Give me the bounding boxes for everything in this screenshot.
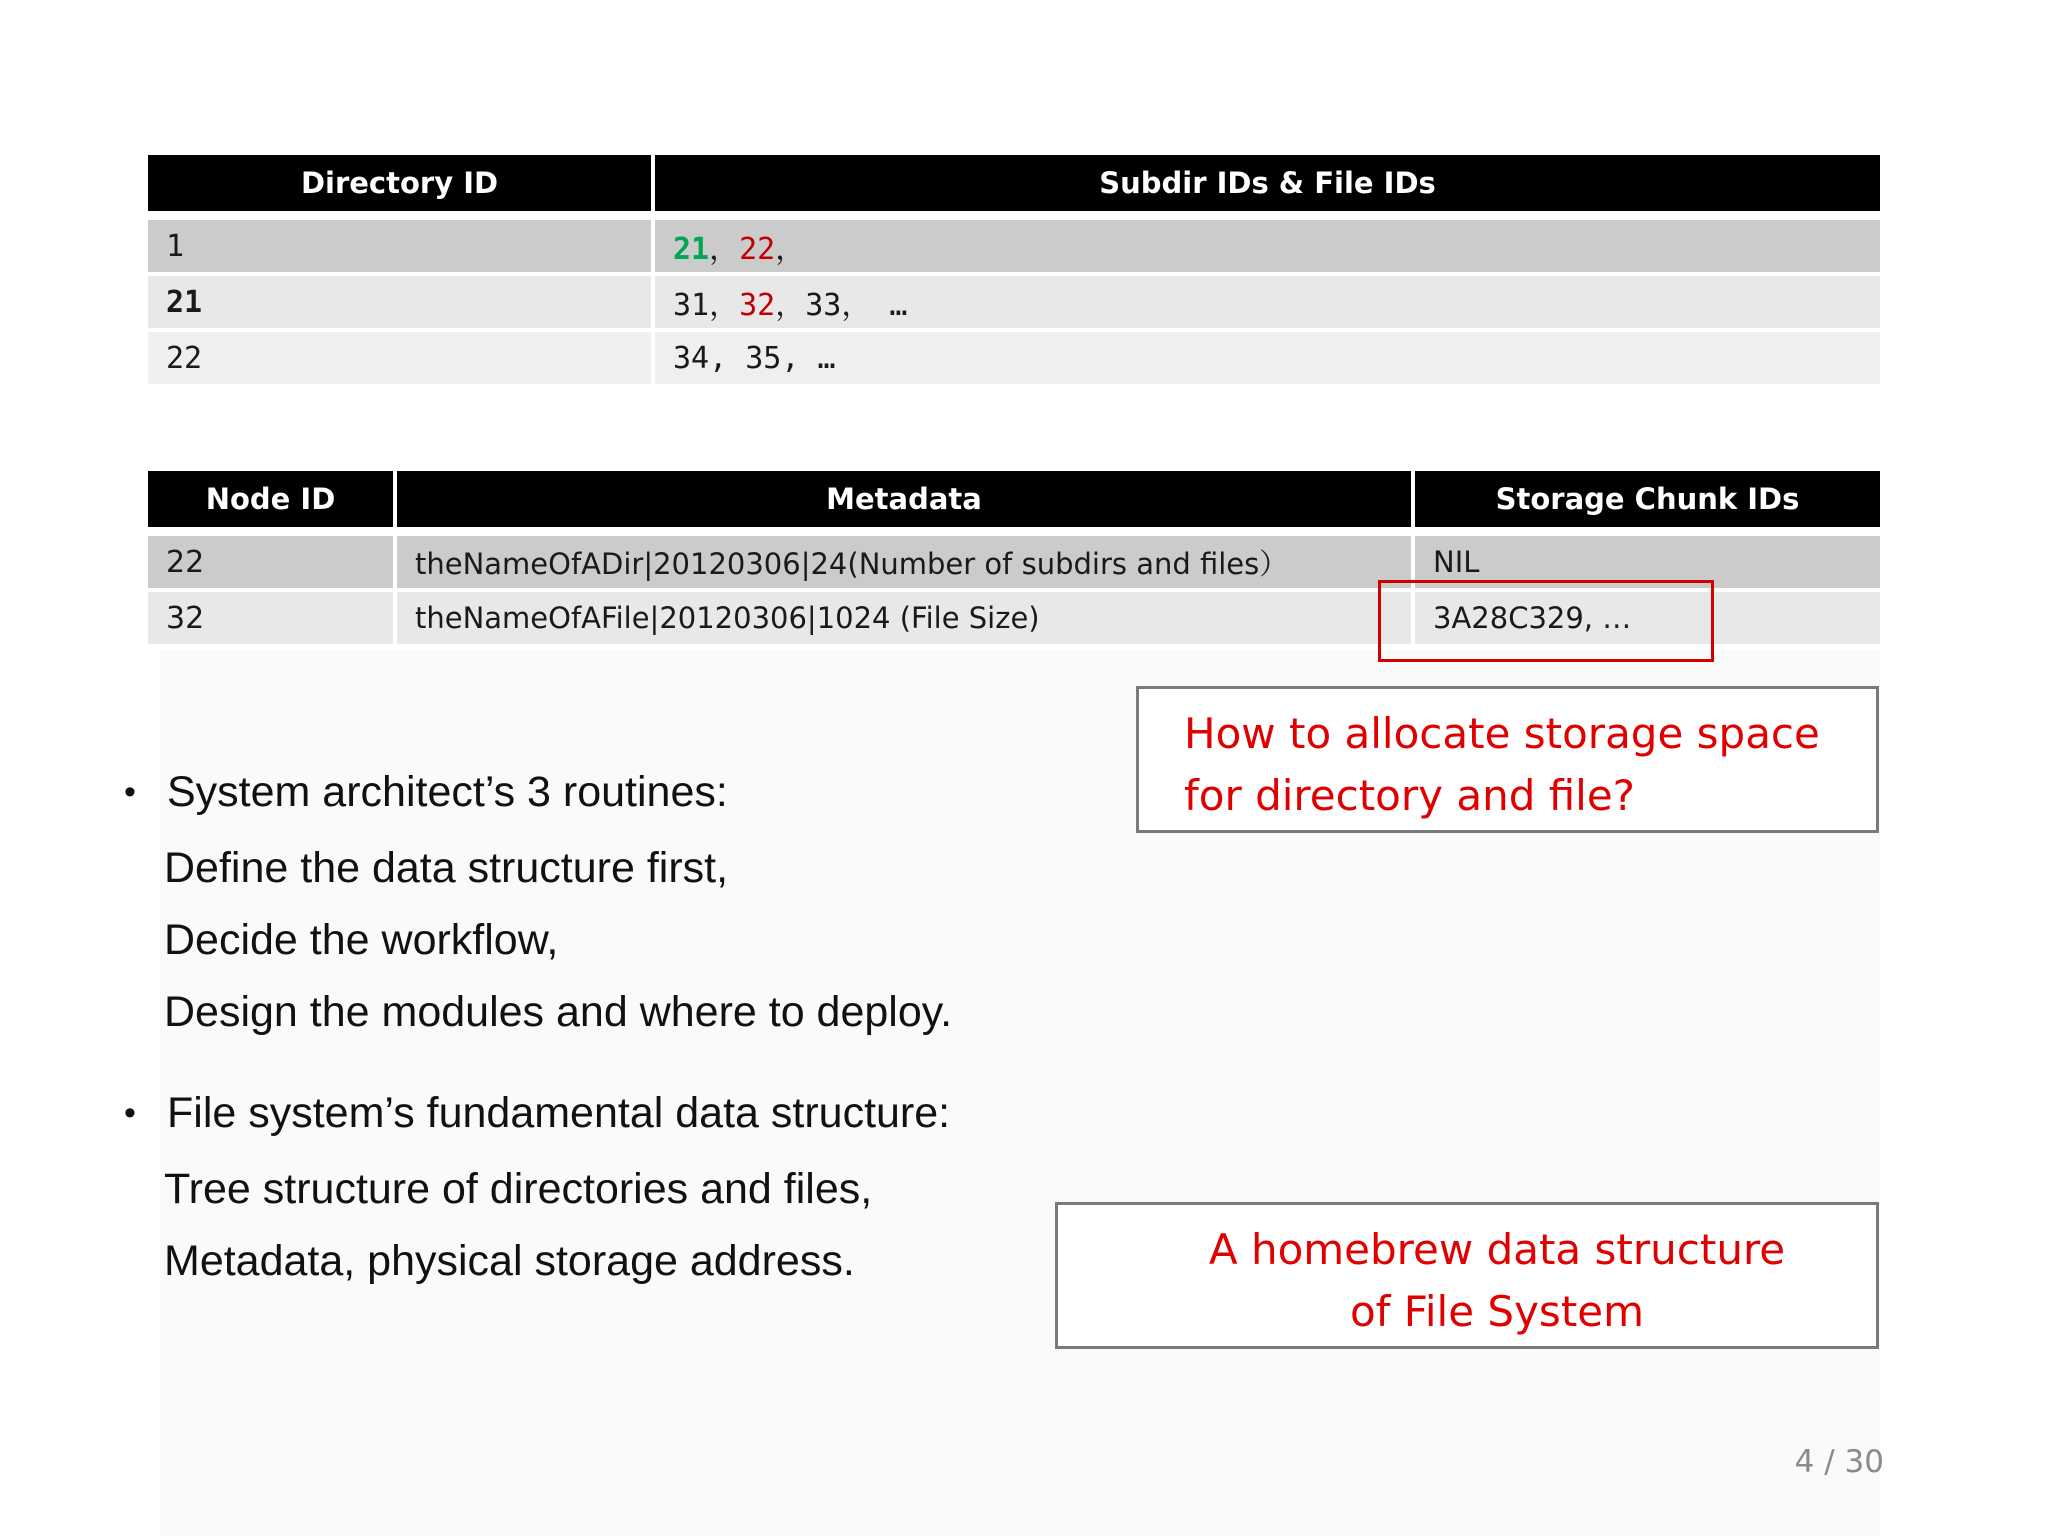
bullet-heading: • File system’s fundamental data structure: xyxy=(120,1083,950,1143)
table-row xyxy=(148,274,1880,330)
node-id-cell: 22 xyxy=(148,532,395,591)
id-entry: 32 xyxy=(739,288,776,323)
id-entry: 21 xyxy=(673,232,710,267)
id-list-tail: ， … xyxy=(841,288,908,323)
id-entry: 34 xyxy=(673,340,710,376)
header-storage-chunk-ids: Storage Chunk IDs xyxy=(1413,471,1880,532)
callout-line: for directory and file? xyxy=(1184,771,1635,820)
table-row xyxy=(148,330,1880,386)
bullet-line: Define the data structure first, xyxy=(164,844,729,892)
metadata-cell: theNameOfAFile|20120306|1024 (File Size) xyxy=(395,590,1413,646)
id-list-tail: ， xyxy=(775,232,806,267)
id-entry: 33 xyxy=(805,288,842,323)
chunk-ids-cell: 3A28C329, … xyxy=(1413,590,1880,646)
header-node-id: Node ID xyxy=(148,471,395,532)
id-entry: 35 xyxy=(745,340,782,376)
header-directory-id: Directory ID xyxy=(148,155,653,216)
chunk-highlight-box xyxy=(1378,580,1714,662)
id-entry: 22 xyxy=(739,232,776,267)
subdir-ids-cell: 21，22， xyxy=(653,216,1880,275)
callout-line: How to allocate storage space xyxy=(1184,709,1820,758)
node-id-cell: 32 xyxy=(148,590,395,646)
table-row xyxy=(148,216,1880,275)
page-number: 4 / 30 xyxy=(1794,1444,1884,1480)
subdir-ids-cell: 31，32，33， … xyxy=(653,274,1880,330)
id-list-tail: , … xyxy=(781,340,836,376)
callout-line: A homebrew data structure xyxy=(1208,1225,1786,1274)
directory-table xyxy=(148,155,1880,388)
chunk-ids-cell: NIL xyxy=(1413,532,1880,591)
bullet-line: Metadata, physical storage address. xyxy=(164,1237,855,1285)
subdir-ids-cell: 34, 35, … xyxy=(653,330,1880,386)
bullet-heading: • System architect’s 3 routines: xyxy=(120,762,952,822)
question-callout xyxy=(1136,686,1879,833)
bullet-line: Design the modules and where to deploy. xyxy=(164,988,953,1036)
bullet-line: Decide the workflow, xyxy=(164,916,559,964)
metadata-cell: theNameOfADir|20120306|24(Number of subdirs and files） xyxy=(395,532,1413,591)
directory-id-cell: 21 xyxy=(148,274,653,330)
directory-table-header xyxy=(148,155,1880,216)
bullet-data-structure xyxy=(120,1083,950,1297)
header-metadata: Metadata xyxy=(395,471,1413,532)
directory-id-cell: 22 xyxy=(148,330,653,386)
id-entry: 31 xyxy=(673,288,710,323)
header-subdir-file-ids: Subdir IDs & File IDs xyxy=(653,155,1880,216)
callout-line: of File System xyxy=(1349,1287,1645,1336)
node-table-header xyxy=(148,471,1880,532)
caption-callout xyxy=(1055,1202,1879,1349)
bullet-routines xyxy=(120,762,952,1048)
bullet-line: Tree structure of directories and files, xyxy=(164,1165,873,1213)
directory-id-cell: 1 xyxy=(148,216,653,275)
